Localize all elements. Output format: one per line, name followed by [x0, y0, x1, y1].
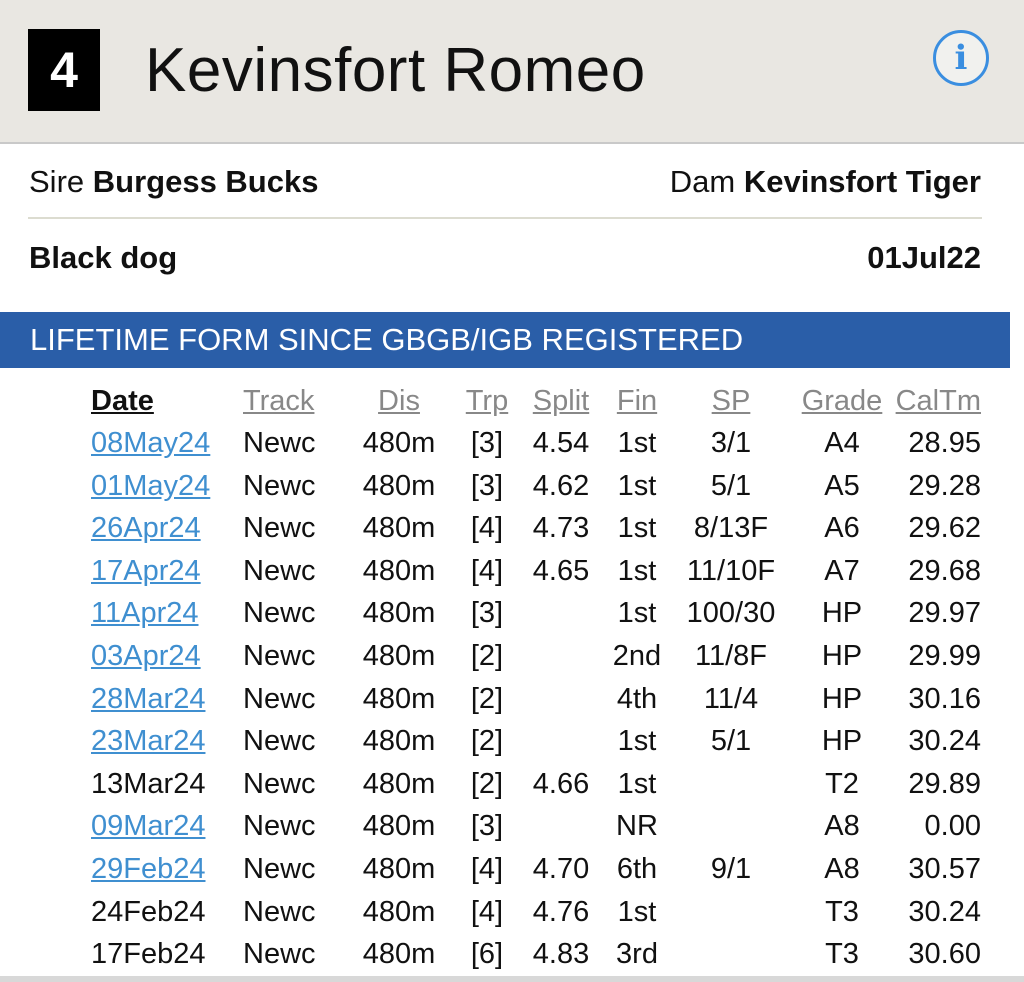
dam-name: Kevinsfort Tiger [743, 164, 981, 199]
cell-grade: HP [821, 640, 863, 672]
cell-split: 4.76 [532, 895, 590, 928]
race-date: 13Mar24 [91, 767, 206, 800]
cell-track: Newc [243, 810, 316, 843]
cell-split: 4.62 [532, 469, 590, 502]
cell-dis: 480m [362, 682, 436, 715]
cell-caltm: 29.68 [908, 554, 981, 587]
cell-track: Newc [243, 469, 316, 502]
column-header-sp[interactable]: SP [711, 385, 751, 417]
cell-dis: 480m [362, 895, 436, 928]
cell-fin: 4th [616, 682, 658, 715]
cell-caltm: 0.00 [924, 810, 981, 843]
cell-fin: 1st [617, 554, 657, 587]
cell-trp: [3] [470, 810, 504, 843]
race-date: 17Feb24 [91, 938, 206, 971]
cell-caltm: 30.24 [908, 725, 981, 758]
cell-dis: 480m [362, 512, 436, 545]
cell-track: Newc [243, 427, 316, 459]
cell-track: Newc [243, 640, 316, 672]
cell-fin: 1st [617, 469, 657, 502]
cell-fin: 1st [617, 427, 657, 459]
cell-sp: 11/8F [694, 640, 768, 672]
cell-fin: 1st [617, 725, 657, 758]
cell-trp: [2] [470, 682, 504, 715]
cell-trp: [3] [470, 597, 504, 630]
cell-dis: 480m [362, 469, 436, 502]
cell-split: 4.54 [532, 427, 590, 459]
trap-number-badge: 4 [28, 29, 100, 111]
cell-caltm: 29.97 [908, 597, 981, 630]
column-header-date[interactable]: Date [91, 385, 154, 417]
cell-grade: A4 [824, 427, 860, 459]
cell-grade: A8 [824, 810, 860, 843]
race-date-link[interactable]: 01May24 [91, 469, 211, 502]
column-header-trp[interactable]: Trp [465, 385, 509, 417]
race-date-link[interactable]: 26Apr24 [91, 512, 201, 545]
cell-sp: 100/30 [686, 597, 776, 630]
cell-caltm: 29.28 [908, 469, 981, 502]
cell-grade: HP [821, 725, 863, 758]
cell-sp: 5/1 [710, 725, 752, 758]
cell-dis: 480m [362, 640, 436, 672]
cell-split: 4.83 [532, 938, 590, 971]
cell-grade: A8 [824, 853, 860, 885]
cell-caltm: 29.99 [908, 640, 981, 672]
cell-caltm: 30.16 [908, 682, 981, 715]
cell-split: 4.66 [532, 767, 590, 800]
dog-description: Black dog [29, 240, 178, 275]
cell-trp: [4] [470, 853, 504, 885]
race-date-link[interactable]: 29Feb24 [91, 853, 206, 885]
cell-dis: 480m [362, 725, 436, 758]
cell-fin: 6th [616, 853, 658, 885]
cell-caltm: 29.62 [908, 512, 981, 545]
race-date-link[interactable]: 23Mar24 [91, 725, 206, 758]
cell-trp: [3] [470, 427, 504, 459]
cell-track: Newc [243, 895, 316, 928]
cell-sp: 9/1 [710, 853, 752, 885]
cell-fin: 1st [617, 767, 657, 800]
race-date-link[interactable]: 08May24 [91, 427, 211, 459]
dog-header [0, 0, 1024, 144]
column-header-split[interactable]: Split [532, 385, 590, 417]
cell-grade: T3 [825, 938, 859, 971]
cell-dis: 480m [362, 767, 436, 800]
cell-trp: [6] [470, 938, 504, 971]
cell-split: 4.70 [532, 853, 590, 885]
cell-sp: 11/10F [686, 554, 776, 587]
info-icon[interactable]: i [933, 30, 989, 86]
cell-caltm: 29.89 [908, 767, 981, 800]
sire-line [29, 162, 318, 202]
cell-track: Newc [243, 853, 316, 885]
column-header-grade[interactable]: Grade [801, 385, 883, 417]
column-header-fin[interactable]: Fin [616, 385, 658, 417]
cell-fin: NR [616, 810, 658, 843]
cell-track: Newc [243, 682, 316, 715]
cell-track: Newc [243, 767, 316, 800]
cell-fin: 3rd [616, 938, 658, 971]
cell-track: Newc [243, 597, 316, 630]
cell-split: 4.73 [532, 512, 590, 545]
column-header-dis[interactable]: Dis [378, 385, 420, 417]
cell-caltm: 30.24 [908, 895, 981, 928]
race-date: 24Feb24 [91, 895, 206, 928]
cell-sp: 5/1 [710, 469, 752, 502]
cell-trp: [3] [470, 469, 504, 502]
column-header-caltm[interactable]: CalTm [895, 385, 981, 417]
cell-track: Newc [243, 938, 316, 971]
cell-sp: 3/1 [710, 427, 752, 459]
whelped-date: 01Jul22 [867, 240, 981, 275]
cell-dis: 480m [362, 810, 436, 843]
cell-track: Newc [243, 512, 316, 545]
cell-caltm: 30.57 [908, 853, 981, 885]
bottom-edge [0, 976, 1024, 982]
cell-trp: [2] [470, 725, 504, 758]
cell-grade: A7 [824, 554, 860, 587]
dam-line [670, 162, 981, 202]
divider [28, 217, 982, 219]
race-date-link[interactable]: 03Apr24 [91, 640, 201, 672]
cell-trp: [4] [470, 512, 504, 545]
race-date-link[interactable]: 09Mar24 [91, 810, 206, 843]
cell-caltm: 28.95 [908, 427, 981, 459]
cell-track: Newc [243, 725, 316, 758]
cell-fin: 1st [617, 597, 657, 630]
cell-grade: A5 [824, 469, 860, 502]
cell-dis: 480m [362, 938, 436, 971]
cell-fin: 1st [617, 512, 657, 545]
cell-grade: HP [821, 682, 863, 715]
cell-dis: 480m [362, 597, 436, 630]
cell-trp: [4] [470, 895, 504, 928]
cell-trp: [2] [470, 640, 504, 672]
cell-trp: [4] [470, 554, 504, 587]
dam-label: Dam [669, 164, 736, 199]
race-date-link[interactable]: 17Apr24 [91, 554, 201, 587]
cell-sp: 8/13F [693, 512, 769, 545]
sire-name: Burgess Bucks [92, 164, 319, 199]
cell-split: 4.65 [532, 554, 590, 587]
column-header-track[interactable]: Track [243, 385, 315, 417]
form-section-banner: LIFETIME FORM SINCE GBGB/IGB REGISTERED [0, 312, 1010, 368]
cell-sp: 11/4 [703, 682, 759, 715]
cell-dis: 480m [362, 554, 436, 587]
cell-grade: T2 [825, 767, 859, 800]
cell-grade: T3 [825, 895, 859, 928]
cell-fin: 1st [617, 895, 657, 928]
cell-trp: [2] [470, 767, 504, 800]
cell-track: Newc [243, 554, 316, 587]
sire-label: Sire [29, 164, 85, 199]
race-date-link[interactable]: 28Mar24 [91, 682, 206, 715]
cell-grade: HP [821, 597, 863, 630]
cell-dis: 480m [362, 427, 436, 459]
cell-grade: A6 [824, 512, 860, 545]
cell-fin: 2nd [612, 640, 662, 672]
cell-dis: 480m [362, 853, 436, 885]
dog-name-title: Kevinsfort Romeo [145, 36, 646, 105]
cell-caltm: 30.60 [908, 938, 981, 971]
race-date-link[interactable]: 11Apr24 [91, 597, 199, 630]
